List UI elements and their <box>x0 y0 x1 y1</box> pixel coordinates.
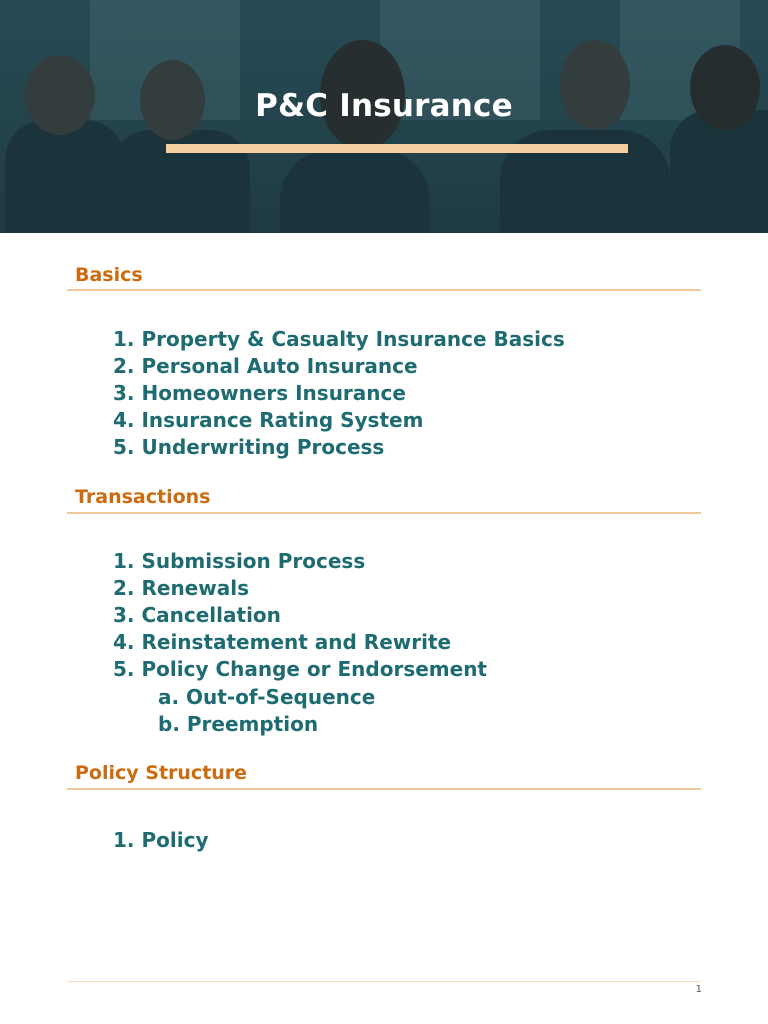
toc-item-homeowners[interactable]: 3. Homeowners Insurance <box>113 381 406 405</box>
toc-item-rating-system[interactable]: 4. Insurance Rating System <box>113 408 424 432</box>
toc-item-property-casualty-basics[interactable]: 1. Property & Casualty Insurance Basics <box>113 327 565 351</box>
section-heading-transactions: Transactions <box>75 486 211 508</box>
toc-item-cancellation[interactable]: 3. Cancellation <box>113 603 281 627</box>
toc-subitem-preemption[interactable]: b. Preemption <box>158 712 319 736</box>
title-underline <box>166 144 628 153</box>
toc-item-submission[interactable]: 1. Submission Process <box>113 549 366 573</box>
section-divider <box>67 512 701 514</box>
section-heading-policy-structure: Policy Structure <box>75 762 248 784</box>
toc-subitem-out-of-sequence[interactable]: a. Out-of-Sequence <box>158 685 376 709</box>
toc-item-reinstatement[interactable]: 4. Reinstatement and Rewrite <box>113 630 452 654</box>
section-divider <box>67 289 701 291</box>
section-divider <box>67 788 701 790</box>
document-title: P&C Insurance <box>255 88 513 124</box>
footer-divider <box>67 981 701 982</box>
toc-item-renewals[interactable]: 2. Renewals <box>113 576 249 600</box>
header-banner <box>0 0 768 233</box>
section-heading-basics: Basics <box>75 264 143 286</box>
toc-item-policy-change[interactable]: 5. Policy Change or Endorsement <box>113 657 487 681</box>
page-number: 1 <box>695 984 702 995</box>
toc-item-personal-auto[interactable]: 2. Personal Auto Insurance <box>113 354 418 378</box>
toc-item-policy[interactable]: 1. Policy <box>113 828 209 852</box>
toc-item-underwriting[interactable]: 5. Underwriting Process <box>113 435 385 459</box>
